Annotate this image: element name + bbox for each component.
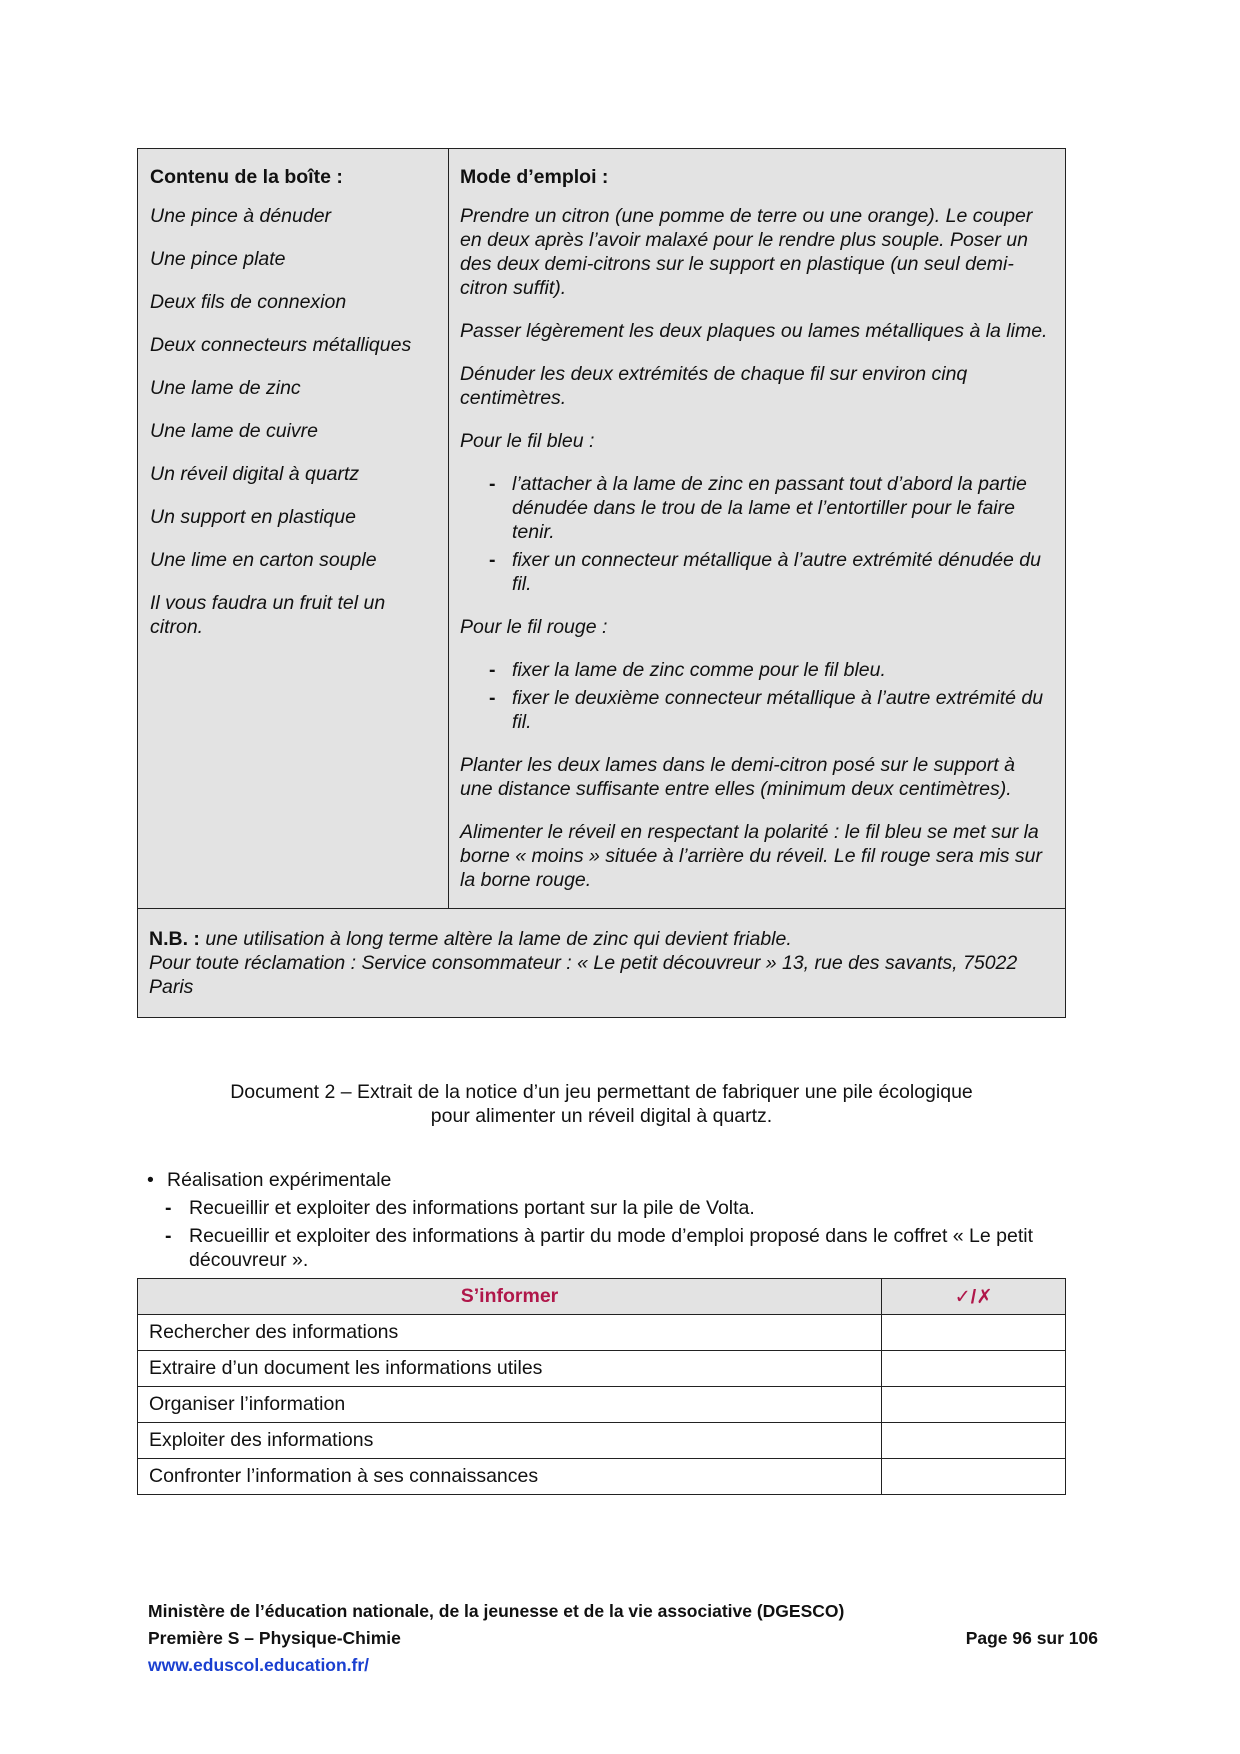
grid-check-cell[interactable] [882, 1387, 1066, 1423]
box-item: Une lime en carton souple [150, 549, 377, 571]
instruction-paragraph: Dénuder les deux extrémités de chaque fil sur environ cinq centimètres. [460, 363, 968, 409]
box-item: Il vous faudra un fruit tel un citron. [150, 592, 386, 638]
box-item: Un réveil digital à quartz [150, 463, 360, 485]
page-footer [148, 1598, 1098, 1679]
red-wire-steps [460, 658, 1051, 734]
kit-notice-table [137, 148, 1066, 1018]
grid-criterion: Exploiter des informations [138, 1423, 882, 1459]
list-item: - Recueillir et exploiter des informations portant sur la pile de Volta. [165, 1196, 1047, 1220]
document-caption [137, 1080, 1066, 1128]
grid-criterion: Organiser l’information [138, 1387, 882, 1423]
table-row [138, 1351, 1066, 1387]
list-item: - fixer le deuxième connecteur métallique à l’autre extrémité du fil. [489, 686, 1051, 734]
footer-url-link[interactable]: www.eduscol.education.fr/ [148, 1655, 370, 1675]
realisation-title-line [147, 1168, 1047, 1192]
instruction-paragraph: Prendre un citron (une pomme de terre ou une orange). Le couper en deux après l’avoir malaxé pour le rendre plus souple. Poser un des deux demi-citrons sur le support en plastique (un seul demi-citron suffit). [460, 205, 1033, 299]
realisation-list [147, 1196, 1047, 1272]
nota-bene-cell [138, 909, 1066, 1018]
list-item: - fixer la lame de zinc comme pour le fil bleu. [489, 658, 1051, 682]
realisation-title: Réalisation expérimentale [167, 1169, 392, 1191]
grid-criterion: Extraire d’un document les informations utiles [138, 1351, 882, 1387]
blue-wire-steps [460, 472, 1051, 596]
realisation-section [147, 1168, 1047, 1276]
nota-bene-line [149, 927, 1051, 951]
table-row [138, 1423, 1066, 1459]
box-item: Une pince plate [150, 248, 286, 270]
footer-ministry: Ministère de l’éducation nationale, de la jeunesse et de la vie associative (DGESCO) [148, 1601, 845, 1621]
list-item: - Recueillir et exploiter des informations à partir du mode d’emploi proposé dans le coffret « Le petit découvreur ». [165, 1224, 1047, 1272]
table-row [138, 1315, 1066, 1351]
grid-criterion: Rechercher des informations [138, 1315, 882, 1351]
blue-wire-heading: Pour le fil bleu : [460, 430, 595, 452]
bullet-icon: • [147, 1169, 154, 1191]
footer-course: Première S – Physique-Chimie [148, 1628, 401, 1648]
list-item: - fixer un connecteur métallique à l’autre extrémité dénudée du fil. [489, 548, 1051, 596]
evaluation-grid [137, 1278, 1066, 1495]
instruction-paragraph: Alimenter le réveil en respectant la polarité : le fil bleu se met sur la borne « moins » située à l’arrière du réveil. Le fil rouge sera mis sur la borne rouge. [460, 821, 1043, 891]
grid-check-cell[interactable] [882, 1459, 1066, 1495]
instructions-cell [449, 149, 1066, 909]
page-number: Page 96 sur 106 [965, 1628, 1098, 1648]
box-contents-cell [138, 149, 449, 909]
grid-check-cell[interactable] [882, 1315, 1066, 1351]
nota-bene-text: une utilisation à long terme altère la lame de zinc qui devient friable. [205, 928, 792, 950]
box-item: Une lame de cuivre [150, 420, 318, 442]
table-row [138, 1459, 1066, 1495]
caption-line: Document 2 – Extrait de la notice d’un jeu permettant de fabriquer une pile écologique [230, 1081, 973, 1103]
box-item: Deux fils de connexion [150, 291, 347, 313]
grid-criterion: Confronter l’information à ses connaissances [138, 1459, 882, 1495]
red-wire-heading: Pour le fil rouge : [460, 616, 608, 638]
check-cross-header: ✓/✗ [882, 1279, 1066, 1315]
box-item: Un support en plastique [150, 506, 356, 528]
instruction-paragraph: Passer légèrement les deux plaques ou lames métalliques à la lime. [460, 320, 1048, 342]
grid-check-cell[interactable] [882, 1351, 1066, 1387]
caption-line: pour alimenter un réveil digital à quartz. [430, 1105, 773, 1127]
instruction-paragraph: Planter les deux lames dans le demi-citron posé sur le support à une distance suffisante entre elles (minimum deux centimètres). [460, 754, 1015, 800]
grid-header-s-informer: S’informer [138, 1279, 882, 1315]
instructions-header: Mode d’emploi : [460, 166, 609, 188]
box-item: Deux connecteurs métalliques [150, 334, 412, 356]
complaint-contact: Pour toute réclamation : Service consommateur : « Le petit découvreur » 13, rue des savants, 75022 Paris [149, 952, 1018, 998]
table-row [138, 1387, 1066, 1423]
nota-bene-label: N.B. : [149, 928, 200, 950]
box-contents-header: Contenu de la boîte : [150, 166, 343, 188]
box-item: Une pince à dénuder [150, 205, 332, 227]
box-item: Une lame de zinc [150, 377, 301, 399]
list-item: - l’attacher à la lame de zinc en passant tout d’abord la partie dénudée dans le trou de la lame et l’entortiller pour le faire tenir. [489, 472, 1051, 544]
grid-check-cell[interactable] [882, 1423, 1066, 1459]
